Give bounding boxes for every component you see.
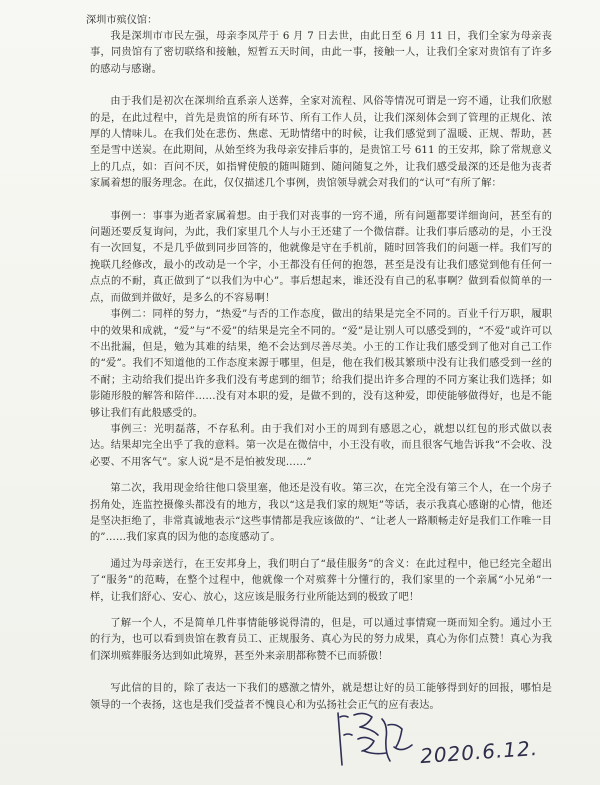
paragraph-background: 由于我们是初次在深圳给直系亲人送葬，全家对流程、风俗等情况可谓是一窍不通，让我们欣慰的是，在此过程中，首先是贵馆的所有环节、所有工作人员，让我们深刻体会到了管理的正规化、浓厚的人情味儿。在我们处在悲伤、焦虑、无助情绪中的时候，让我们感觉到了温暖、正规、帮助，甚至是雪中送炭。在此期间，从始至终为我母亲安排后事的，是贵馆工号 611 的王安邦，除了常规意义上的几点，如：百问不厌，如指臂使般的随叫随到、随问随复之外，让我们感受最深的还是他为丧者家属着想的服务理念。在此，仅仅描述几个事例，贵馆领导就会对我们的“认可”有所了解： bbox=[90, 96, 552, 190]
paragraph-best-service: 通过为母亲送行，在王安邦身上，我们明白了“最佳服务”的含义：在此过程中，他已经完全超出了“服务”的范畴，在整个过程中，他就像一个对殡葬十分懂行的，我们家里的一个亲属“小兄弟”一样，让我们舒心、安心、放心，这应该是服务行业所能达到的极致了吧！ bbox=[90, 558, 552, 603]
paragraph-closing: 写此信的目的，除了表达一下我们的感激之情外，就是想让好的员工能够得到好的回报，哪怕是领导的一个表扬，这也是我们受益者不愧良心和为弘扬社会正气的应有表达。 bbox=[90, 683, 552, 711]
paragraph-example-2: 事例二：同样的努力，“热爱”与否的工作态度，做出的结果是完全不同的。百业千行万职，履职中的效果和成就，“爱”与“不爱”的结果是完全不同的。“爱”是让别人可以感受到的，“不爱”或许可以不出批漏，但是，勉为其难的结果，绝不会达到尽善尽美。小王的工作让我们感受到了他对自己工作的“爱”。我们不知道他的工作态度来源于哪里，但是，他在我们极其繁琐中没有让我们感受到一丝的不耐；主动给我们提出许多我们没有考虑到的细节；给我们提出许多合理的不同方案让我们选择；如影随形般的解答和陪伴……没有对本职的爱，是做不到的，没有这种爱，即使能够做得好，也是不能够让我们有此般感受的。 bbox=[90, 309, 552, 419]
salutation: 深圳市殡仪馆： bbox=[86, 15, 158, 26]
paragraph-example-1: 事例一：事事为逝者家属着想。由于我们对丧事的一窍不通，所有问题都要详细询问，甚至有的问题还要反复询问，为此，我们家里几个人与小王还建了一个微信群。让我们事后感动的是，小王没有一次回复，不是几乎做到同步回答的，他就像是守在手机前，随时回答我们的问题一样。我们写的挽联几经修改，最小的改动是一个字，小王都没有任何的抱怨，甚至是没有让我们感觉到他有任何一点点的不耐，真正做到了“以我们为中心”。事后想起来，谁还没有自己的私事啊？做到看似简单的一点，而做到并做好，是多么的不容易啊！ bbox=[90, 210, 552, 304]
paragraph-example-3: 事例三：光明磊落，不存私利。由于我们对小王的周到有感恩之心，就想以红包的形式做以表达。结果却完全出乎了我的意料。第一次是在微信中，小王没有收，而且很客气地告诉我“不会收、没必要、不用客气”。家人说“是不是怕被发现……” bbox=[90, 423, 552, 468]
paragraph-second-attempt: 第二次，我用现金给往他口袋里塞，他还是没有收。第三次，在完全没有第三个人，在一个房子拐角处，连监控摄像头都没有的地方，我以“这是我们家的规矩”等话，表示我真心感谢的心情，他还是坚决拒绝了，非常真诚地表示“这些事情都是我应该做的”、“让老人一路顺畅走好是我们工作唯一目的”……我们家真的因为他的态度感动了。 bbox=[90, 483, 552, 544]
paragraph-praise: 了解一个人，不是简单几件事情能够说得清的，但是，可以通过事情窥一斑而知全豹。通过小王的行为，也可以看到贵馆在教育员工、正规服务、真心为民的努力成果，真心为你们点赞！真心为我们深圳殡葬服务达到如此境界，甚至外来亲朋都称赞不已而骄傲！ bbox=[90, 618, 552, 662]
paragraph-intro: 我是深圳市市民左强，母亲李凤芹于 6 月 7 日去世，由此日至 6 月 11 日，我们全家为母亲丧事，同贵馆有了密切联络和接触，短暂五天时间，由此一事，接触一人，让我们全家对贵馆有了许多的感动与感谢。 bbox=[90, 31, 552, 75]
signature-date: 2020.6.12. bbox=[419, 735, 539, 769]
